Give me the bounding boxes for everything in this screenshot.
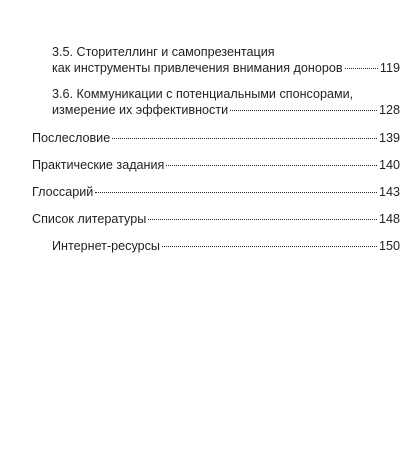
toc-entry-title-line-2: измерение их эффективности (52, 103, 229, 117)
toc-entry-row (52, 60, 400, 76)
toc-entry-title: Интернет-ресурсы (52, 239, 160, 253)
table-of-contents (32, 44, 400, 254)
toc-entry-title-line-2: как инструменты привлечения внимания доноров (52, 61, 343, 75)
toc-entry-afterword (32, 130, 400, 146)
toc-entry-title: Послесловие (32, 131, 111, 145)
toc-entry-row (52, 238, 400, 254)
toc-page-number: 139 (378, 131, 400, 145)
toc-entry-practical-tasks (32, 157, 400, 173)
toc-entry-row (32, 130, 400, 146)
toc-entry-internet-resources (32, 238, 400, 254)
toc-entry-title: Глоссарий (32, 185, 94, 199)
toc-entry-title-line-1: 3.5. Сторителлинг и самопрезентация (52, 45, 275, 59)
toc-page-number: 143 (378, 185, 400, 199)
toc-entry-row (52, 102, 400, 118)
toc-entry-row (32, 211, 400, 227)
toc-entry-3-6 (32, 86, 400, 118)
toc-page-number: 128 (378, 103, 400, 117)
toc-page-number: 150 (378, 239, 400, 253)
dot-leader (345, 68, 378, 69)
toc-entry-row (32, 184, 400, 200)
dot-leader (148, 219, 377, 220)
toc-page-number: 148 (378, 212, 400, 226)
toc-page-number: 140 (378, 158, 400, 172)
dot-leader (166, 165, 377, 166)
toc-entry-glossary (32, 184, 400, 200)
toc-entry-title: Список литературы (32, 212, 147, 226)
toc-entry-row (32, 157, 400, 173)
toc-entry-3-5 (32, 44, 400, 76)
toc-entry-bibliography (32, 211, 400, 227)
toc-entry-title-line-1: 3.6. Коммуникации с потенциальными спонсорами, (52, 87, 354, 101)
dot-leader (95, 192, 377, 193)
dot-leader (162, 246, 377, 247)
toc-entry-title: Практические задания (32, 158, 165, 172)
dot-leader (112, 138, 377, 139)
toc-page-number: 119 (379, 61, 400, 75)
dot-leader (230, 110, 377, 111)
